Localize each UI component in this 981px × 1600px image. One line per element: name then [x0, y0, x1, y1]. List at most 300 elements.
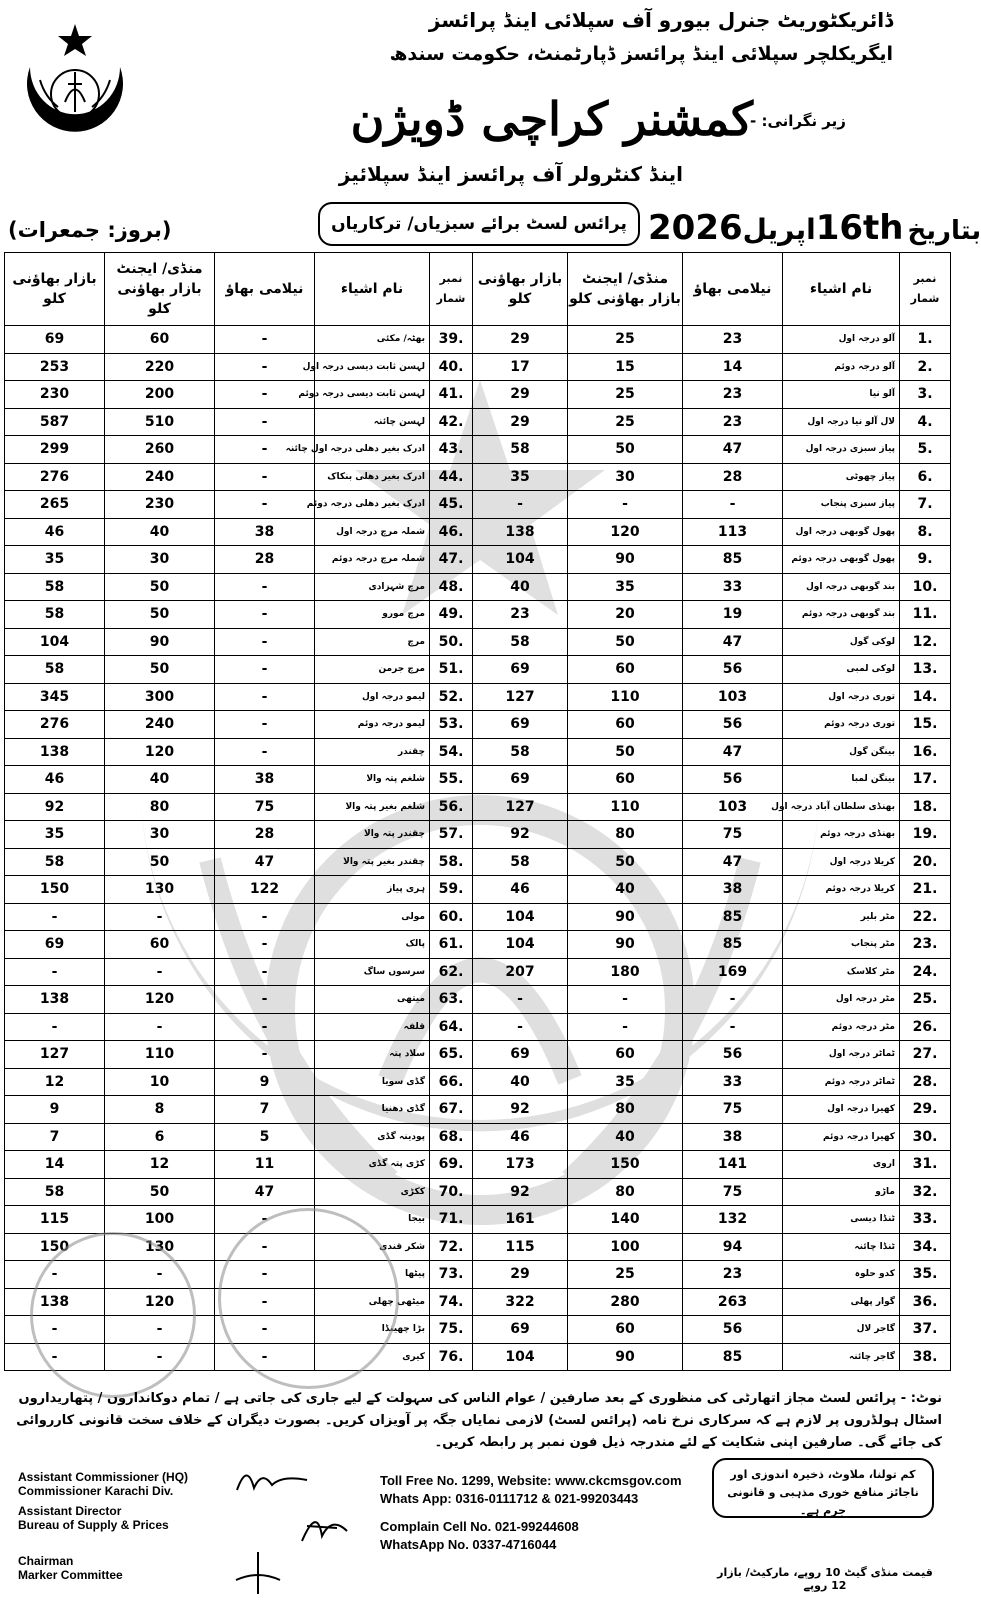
- right-bazar-cell: 40: [473, 1068, 568, 1096]
- right-serial-cell: 4.: [900, 408, 951, 436]
- date-year: 2026: [648, 208, 743, 248]
- left-mandi-cell: 120: [105, 1288, 215, 1316]
- right-mandi-cell: 50: [568, 436, 683, 464]
- right-auction-cell: 103: [683, 683, 783, 711]
- left-auction-cell: 11: [215, 1151, 315, 1179]
- left-name-cell: ہری پیاز: [315, 876, 430, 904]
- right-bazar-cell: 40: [473, 573, 568, 601]
- right-bazar-cell: 58: [473, 436, 568, 464]
- right-mandi-cell: 150: [568, 1151, 683, 1179]
- left-mandi-cell: 6: [105, 1123, 215, 1151]
- left-mandi-cell: -: [105, 1013, 215, 1041]
- right-bazar-cell: 69: [473, 711, 568, 739]
- right-auction-cell: 94: [683, 1233, 783, 1261]
- right-name-cell: کھیرا درجہ اول: [783, 1096, 900, 1124]
- right-auction-cell: 85: [683, 1343, 783, 1371]
- table-row: [5, 1206, 951, 1234]
- right-bazar-cell: 127: [473, 793, 568, 821]
- left-bazar-cell: 150: [5, 876, 105, 904]
- right-mandi-cell: 80: [568, 1096, 683, 1124]
- left-auction-cell: 122: [215, 876, 315, 904]
- table-header-row: [5, 253, 951, 326]
- left-mandi-cell: 100: [105, 1206, 215, 1234]
- left-bazar-cell: 345: [5, 683, 105, 711]
- left-serial-cell: 55.: [430, 766, 473, 794]
- left-mandi-cell: 40: [105, 518, 215, 546]
- left-bazar-cell: 253: [5, 353, 105, 381]
- right-serial-cell: 12.: [900, 628, 951, 656]
- right-bazar-cell: 173: [473, 1151, 568, 1179]
- left-mandi-cell: 110: [105, 1041, 215, 1069]
- left-bazar-cell: 138: [5, 986, 105, 1014]
- right-bazar-cell: 127: [473, 683, 568, 711]
- left-name-cell: لہسن ثابت دیسی درجہ اول: [315, 353, 430, 381]
- right-serial-cell: 38.: [900, 1343, 951, 1371]
- left-auction-cell: -: [215, 683, 315, 711]
- right-mandi-cell: 60: [568, 1316, 683, 1344]
- left-mandi-cell: 240: [105, 463, 215, 491]
- left-serial-cell: 48.: [430, 573, 473, 601]
- left-bazar-cell: 58: [5, 848, 105, 876]
- col-header-serial-left: نمبر شمار: [430, 253, 473, 326]
- right-serial-cell: 5.: [900, 436, 951, 464]
- left-bazar-cell: -: [5, 1343, 105, 1371]
- left-name-cell: ککڑی: [315, 1178, 430, 1206]
- right-auction-cell: 56: [683, 766, 783, 794]
- left-serial-cell: 72.: [430, 1233, 473, 1261]
- left-auction-cell: 5: [215, 1123, 315, 1151]
- left-bazar-cell: 69: [5, 931, 105, 959]
- left-serial-cell: 42.: [430, 408, 473, 436]
- left-serial-cell: 41.: [430, 381, 473, 409]
- right-auction-cell: 85: [683, 903, 783, 931]
- right-bazar-cell: -: [473, 986, 568, 1014]
- right-serial-cell: 23.: [900, 931, 951, 959]
- left-name-cell: مرچ جرمن: [315, 656, 430, 684]
- left-serial-cell: 56.: [430, 793, 473, 821]
- left-name-cell: چقندر پتہ والا: [315, 821, 430, 849]
- left-auction-cell: -: [215, 958, 315, 986]
- right-serial-cell: 22.: [900, 903, 951, 931]
- right-name-cell: پھول گوبھی درجہ اول: [783, 518, 900, 546]
- right-mandi-cell: 110: [568, 683, 683, 711]
- right-mandi-cell: 35: [568, 1068, 683, 1096]
- date-line: [648, 208, 981, 248]
- table-row: [5, 656, 951, 684]
- left-name-cell: شلغم پتہ والا: [315, 766, 430, 794]
- left-name-cell: پیٹھا: [315, 1261, 430, 1289]
- left-bazar-cell: 150: [5, 1233, 105, 1261]
- right-bazar-cell: 104: [473, 903, 568, 931]
- left-name-cell: قلفہ: [315, 1013, 430, 1041]
- right-name-cell: آلو درجہ دوئم: [783, 353, 900, 381]
- right-mandi-cell: 90: [568, 903, 683, 931]
- left-bazar-cell: 58: [5, 656, 105, 684]
- right-bazar-cell: 161: [473, 1206, 568, 1234]
- right-mandi-cell: -: [568, 491, 683, 519]
- right-name-cell: مٹر درجہ اول: [783, 986, 900, 1014]
- left-auction-cell: -: [215, 738, 315, 766]
- right-serial-cell: 17.: [900, 766, 951, 794]
- right-auction-cell: 56: [683, 656, 783, 684]
- assistant-commissioner-stamp: [30, 1232, 196, 1398]
- right-auction-cell: 23: [683, 1261, 783, 1289]
- right-auction-cell: 19: [683, 601, 783, 629]
- right-name-cell: آلو نیا: [783, 381, 900, 409]
- left-bazar-cell: 35: [5, 821, 105, 849]
- col-header-item-right: نام اشیاء: [783, 253, 900, 326]
- left-mandi-cell: 220: [105, 353, 215, 381]
- right-mandi-cell: 50: [568, 848, 683, 876]
- right-serial-cell: 32.: [900, 1178, 951, 1206]
- left-name-cell: لہسن ثابت دیسی درجہ دوئم: [315, 381, 430, 409]
- left-auction-cell: 38: [215, 766, 315, 794]
- signature-3: [228, 1550, 288, 1596]
- signature-2: [292, 1506, 352, 1546]
- left-name-cell: کڑی پتہ گڈی: [315, 1151, 430, 1179]
- left-bazar-cell: 9: [5, 1096, 105, 1124]
- left-auction-cell: 7: [215, 1096, 315, 1124]
- right-mandi-cell: 90: [568, 546, 683, 574]
- left-bazar-cell: 69: [5, 326, 105, 354]
- right-name-cell: ٹماٹر درجہ دوئم: [783, 1068, 900, 1096]
- left-serial-cell: 43.: [430, 436, 473, 464]
- signatory-chairman-office: Marker Committee: [18, 1568, 123, 1582]
- right-bazar-cell: 58: [473, 738, 568, 766]
- table-row: [5, 326, 951, 354]
- directorate-heading: ڈائریکٹوریٹ جنرل بیورو آف سپلائی اینڈ پرائسز: [428, 8, 893, 32]
- left-bazar-cell: 12: [5, 1068, 105, 1096]
- left-auction-cell: 28: [215, 821, 315, 849]
- right-bazar-cell: -: [473, 491, 568, 519]
- right-auction-cell: 141: [683, 1151, 783, 1179]
- left-auction-cell: -: [215, 601, 315, 629]
- col-header-bazar-left: بازار بھاؤنی کلو: [5, 253, 105, 326]
- left-serial-cell: 58.: [430, 848, 473, 876]
- left-name-cell: لیمو درجہ دوئم: [315, 711, 430, 739]
- left-serial-cell: 67.: [430, 1096, 473, 1124]
- right-serial-cell: 20.: [900, 848, 951, 876]
- left-auction-cell: -: [215, 1013, 315, 1041]
- table-row: [5, 1178, 951, 1206]
- left-mandi-cell: 300: [105, 683, 215, 711]
- right-name-cell: کدو حلوہ: [783, 1261, 900, 1289]
- right-name-cell: کھیرا درجہ دوئم: [783, 1123, 900, 1151]
- left-auction-cell: -: [215, 326, 315, 354]
- left-serial-cell: 39.: [430, 326, 473, 354]
- right-mandi-cell: 50: [568, 738, 683, 766]
- left-auction-cell: -: [215, 573, 315, 601]
- left-auction-cell: -: [215, 1261, 315, 1289]
- table-row: [5, 1096, 951, 1124]
- right-mandi-cell: -: [568, 986, 683, 1014]
- right-name-cell: ٹنڈا چائنہ: [783, 1233, 900, 1261]
- department-heading: ایگریکلچر سپلائی اینڈ پرائسز ڈپارٹمنٹ، حکومت سندھ: [389, 43, 893, 65]
- right-name-cell: پیاز سبزی پنجاب: [783, 491, 900, 519]
- table-row: [5, 628, 951, 656]
- right-name-cell: مٹر کلاسک: [783, 958, 900, 986]
- right-mandi-cell: 80: [568, 821, 683, 849]
- left-auction-cell: -: [215, 656, 315, 684]
- right-auction-cell: -: [683, 1013, 783, 1041]
- left-mandi-cell: -: [105, 1316, 215, 1344]
- table-row: [5, 683, 951, 711]
- left-serial-cell: 45.: [430, 491, 473, 519]
- right-mandi-cell: 15: [568, 353, 683, 381]
- right-bazar-cell: 23: [473, 601, 568, 629]
- left-name-cell: گڈی سویا: [315, 1068, 430, 1096]
- right-name-cell: پھول گوبھی درجہ دوئم: [783, 546, 900, 574]
- right-serial-cell: 35.: [900, 1261, 951, 1289]
- right-serial-cell: 15.: [900, 711, 951, 739]
- right-bazar-cell: 69: [473, 1041, 568, 1069]
- table-row: [5, 408, 951, 436]
- left-name-cell: میتھی: [315, 986, 430, 1014]
- right-mandi-cell: 25: [568, 408, 683, 436]
- day-label: (بروز: جمعرات): [8, 218, 172, 242]
- left-bazar-cell: 587: [5, 408, 105, 436]
- table-row: [5, 821, 951, 849]
- right-bazar-cell: 46: [473, 1123, 568, 1151]
- left-mandi-cell: 120: [105, 986, 215, 1014]
- table-row: [5, 518, 951, 546]
- signatory-chairman-title: Chairman: [18, 1554, 74, 1568]
- right-bazar-cell: 69: [473, 656, 568, 684]
- left-serial-cell: 51.: [430, 656, 473, 684]
- left-serial-cell: 76.: [430, 1343, 473, 1371]
- left-name-cell: بھٹہ/ مکئی: [315, 326, 430, 354]
- left-mandi-cell: 60: [105, 326, 215, 354]
- right-mandi-cell: 25: [568, 1261, 683, 1289]
- right-name-cell: توری درجہ دوئم: [783, 711, 900, 739]
- right-name-cell: اروی: [783, 1151, 900, 1179]
- right-auction-cell: 28: [683, 463, 783, 491]
- right-serial-cell: 19.: [900, 821, 951, 849]
- date-label: بتاریخ: [907, 216, 981, 246]
- table-row: [5, 986, 951, 1014]
- table-row: [5, 1041, 951, 1069]
- right-name-cell: پیاز چھوٹی: [783, 463, 900, 491]
- right-name-cell: کریلا درجہ اول: [783, 848, 900, 876]
- right-auction-cell: 23: [683, 326, 783, 354]
- right-serial-cell: 16.: [900, 738, 951, 766]
- left-name-cell: پالک: [315, 931, 430, 959]
- left-mandi-cell: 90: [105, 628, 215, 656]
- left-serial-cell: 64.: [430, 1013, 473, 1041]
- right-mandi-cell: 80: [568, 1178, 683, 1206]
- right-bazar-cell: 104: [473, 931, 568, 959]
- left-bazar-cell: 276: [5, 463, 105, 491]
- left-serial-cell: 74.: [430, 1288, 473, 1316]
- right-auction-cell: 132: [683, 1206, 783, 1234]
- right-mandi-cell: 20: [568, 601, 683, 629]
- right-serial-cell: 30.: [900, 1123, 951, 1151]
- table-row: [5, 848, 951, 876]
- col-header-mandi-left: منڈی/ ایجنٹ بازار بھاؤنی کلو: [105, 253, 215, 326]
- right-mandi-cell: 25: [568, 326, 683, 354]
- right-name-cell: مٹر درجہ دوئم: [783, 1013, 900, 1041]
- left-serial-cell: 69.: [430, 1151, 473, 1179]
- left-serial-cell: 68.: [430, 1123, 473, 1151]
- right-bazar-cell: 46: [473, 876, 568, 904]
- left-name-cell: شملہ مرچ درجہ دوئم: [315, 546, 430, 574]
- left-auction-cell: 47: [215, 848, 315, 876]
- right-bazar-cell: 104: [473, 1343, 568, 1371]
- left-bazar-cell: 35: [5, 546, 105, 574]
- warning-box: کم تولنا، ملاوٹ، ذخیرہ اندوزی اور ناجائز منافع خوری مذہبی و قانونی جرم ہے۔: [712, 1458, 934, 1518]
- left-auction-cell: -: [215, 491, 315, 519]
- table-row: [5, 491, 951, 519]
- right-serial-cell: 31.: [900, 1151, 951, 1179]
- right-serial-cell: 8.: [900, 518, 951, 546]
- right-mandi-cell: 140: [568, 1206, 683, 1234]
- left-name-cell: بڑا چھینڈا: [315, 1316, 430, 1344]
- left-mandi-cell: -: [105, 1343, 215, 1371]
- right-auction-cell: -: [683, 491, 783, 519]
- table-row: [5, 766, 951, 794]
- col-header-bazar-right: بازار بھاؤنی کلو: [473, 253, 568, 326]
- left-serial-cell: 71.: [430, 1206, 473, 1234]
- right-auction-cell: 85: [683, 546, 783, 574]
- left-auction-cell: -: [215, 986, 315, 1014]
- left-mandi-cell: 200: [105, 381, 215, 409]
- right-name-cell: ٹماٹر درجہ اول: [783, 1041, 900, 1069]
- left-bazar-cell: 299: [5, 436, 105, 464]
- left-name-cell: ادرک بغیر دھلی درجہ اول چائنہ: [315, 436, 430, 464]
- left-mandi-cell: 230: [105, 491, 215, 519]
- left-mandi-cell: -: [105, 958, 215, 986]
- right-bazar-cell: 58: [473, 848, 568, 876]
- right-name-cell: ماڑو: [783, 1178, 900, 1206]
- left-serial-cell: 49.: [430, 601, 473, 629]
- left-bazar-cell: 104: [5, 628, 105, 656]
- left-mandi-cell: 8: [105, 1096, 215, 1124]
- right-mandi-cell: 35: [568, 573, 683, 601]
- right-bazar-cell: 92: [473, 1096, 568, 1124]
- right-auction-cell: 47: [683, 628, 783, 656]
- right-serial-cell: 29.: [900, 1096, 951, 1124]
- right-serial-cell: 33.: [900, 1206, 951, 1234]
- right-mandi-cell: 40: [568, 876, 683, 904]
- table-row: [5, 1123, 951, 1151]
- left-serial-cell: 66.: [430, 1068, 473, 1096]
- right-name-cell: ٹنڈا دیسی: [783, 1206, 900, 1234]
- left-auction-cell: 28: [215, 546, 315, 574]
- right-name-cell: بھنڈی سلطان آباد درجہ اول: [783, 793, 900, 821]
- market-fee-line: قیمت منڈی گیٹ 10 روپے، مارکیٹ/ بازار 12 روپے: [717, 1566, 933, 1592]
- right-auction-cell: 56: [683, 1316, 783, 1344]
- left-name-cell: سلاد پتہ: [315, 1041, 430, 1069]
- left-serial-cell: 46.: [430, 518, 473, 546]
- right-auction-cell: 33: [683, 1068, 783, 1096]
- price-list-title: پرائس لسٹ برائے سبزیاں/ ترکاریاں: [318, 202, 640, 246]
- right-auction-cell: 38: [683, 876, 783, 904]
- left-serial-cell: 54.: [430, 738, 473, 766]
- left-name-cell: مرچ مورو: [315, 601, 430, 629]
- left-name-cell: لیمو درجہ اول: [315, 683, 430, 711]
- col-header-mandi-right: منڈی/ ایجنٹ بازار بھاؤنی کلو: [568, 253, 683, 326]
- left-bazar-cell: 138: [5, 738, 105, 766]
- left-mandi-cell: 50: [105, 573, 215, 601]
- right-bazar-cell: 104: [473, 546, 568, 574]
- right-auction-cell: 113: [683, 518, 783, 546]
- left-bazar-cell: 58: [5, 601, 105, 629]
- table-row: [5, 573, 951, 601]
- right-auction-cell: 38: [683, 1123, 783, 1151]
- signatory-ac: [18, 1470, 188, 1498]
- left-auction-cell: -: [215, 903, 315, 931]
- right-mandi-cell: 90: [568, 931, 683, 959]
- table-row: [5, 601, 951, 629]
- col-header-auction-right: نیلامی بھاؤ: [683, 253, 783, 326]
- right-bazar-cell: 322: [473, 1288, 568, 1316]
- left-name-cell: شلغم بغیر پتہ والا: [315, 793, 430, 821]
- price-table: [4, 252, 951, 1371]
- left-mandi-cell: 50: [105, 1178, 215, 1206]
- left-serial-cell: 40.: [430, 353, 473, 381]
- left-name-cell: شکر قندی: [315, 1233, 430, 1261]
- right-serial-cell: 27.: [900, 1041, 951, 1069]
- right-name-cell: بند گوبھی درجہ دوئم: [783, 601, 900, 629]
- left-serial-cell: 59.: [430, 876, 473, 904]
- left-auction-cell: -: [215, 353, 315, 381]
- left-mandi-cell: 50: [105, 848, 215, 876]
- right-bazar-cell: 207: [473, 958, 568, 986]
- left-serial-cell: 53.: [430, 711, 473, 739]
- left-mandi-cell: 12: [105, 1151, 215, 1179]
- right-auction-cell: 263: [683, 1288, 783, 1316]
- left-serial-cell: 75.: [430, 1316, 473, 1344]
- left-name-cell: ادرک بغیر دھلی درجہ دوئم: [315, 491, 430, 519]
- right-name-cell: گاجر لال: [783, 1316, 900, 1344]
- right-auction-cell: -: [683, 986, 783, 1014]
- left-auction-cell: 38: [215, 518, 315, 546]
- controller-subtitle: اینڈ کنٹرولر آف پرائسز اینڈ سپلائیز: [338, 162, 683, 186]
- table-row: [5, 436, 951, 464]
- right-auction-cell: 23: [683, 381, 783, 409]
- left-mandi-cell: 80: [105, 793, 215, 821]
- left-serial-cell: 52.: [430, 683, 473, 711]
- left-bazar-cell: 138: [5, 1288, 105, 1316]
- left-bazar-cell: 58: [5, 1178, 105, 1206]
- left-bazar-cell: 58: [5, 573, 105, 601]
- left-mandi-cell: 10: [105, 1068, 215, 1096]
- right-mandi-cell: -: [568, 1013, 683, 1041]
- right-name-cell: بینگن لمبا: [783, 766, 900, 794]
- right-serial-cell: 25.: [900, 986, 951, 1014]
- whatsapp-line: Whats App: 0316-0111712 & 021-99203443: [380, 1491, 639, 1506]
- left-bazar-cell: 7: [5, 1123, 105, 1151]
- left-mandi-cell: -: [105, 903, 215, 931]
- right-bazar-cell: 17: [473, 353, 568, 381]
- table-row: [5, 353, 951, 381]
- signatory-ac-office: Commissioner Karachi Div.: [18, 1484, 174, 1498]
- left-mandi-cell: 510: [105, 408, 215, 436]
- right-auction-cell: 33: [683, 573, 783, 601]
- right-bazar-cell: 115: [473, 1233, 568, 1261]
- signatory-ad-title: Assistant Director: [18, 1504, 122, 1518]
- right-name-cell: بھنڈی درجہ دوئم: [783, 821, 900, 849]
- date-day: 16th: [815, 208, 904, 248]
- right-auction-cell: 75: [683, 821, 783, 849]
- table-row: [5, 1013, 951, 1041]
- right-bazar-cell: 29: [473, 408, 568, 436]
- col-header-item-left: نام اشیاء: [315, 253, 430, 326]
- left-auction-cell: -: [215, 1233, 315, 1261]
- right-name-cell: پیاز سبزی درجہ اول: [783, 436, 900, 464]
- right-serial-cell: 6.: [900, 463, 951, 491]
- left-bazar-cell: 92: [5, 793, 105, 821]
